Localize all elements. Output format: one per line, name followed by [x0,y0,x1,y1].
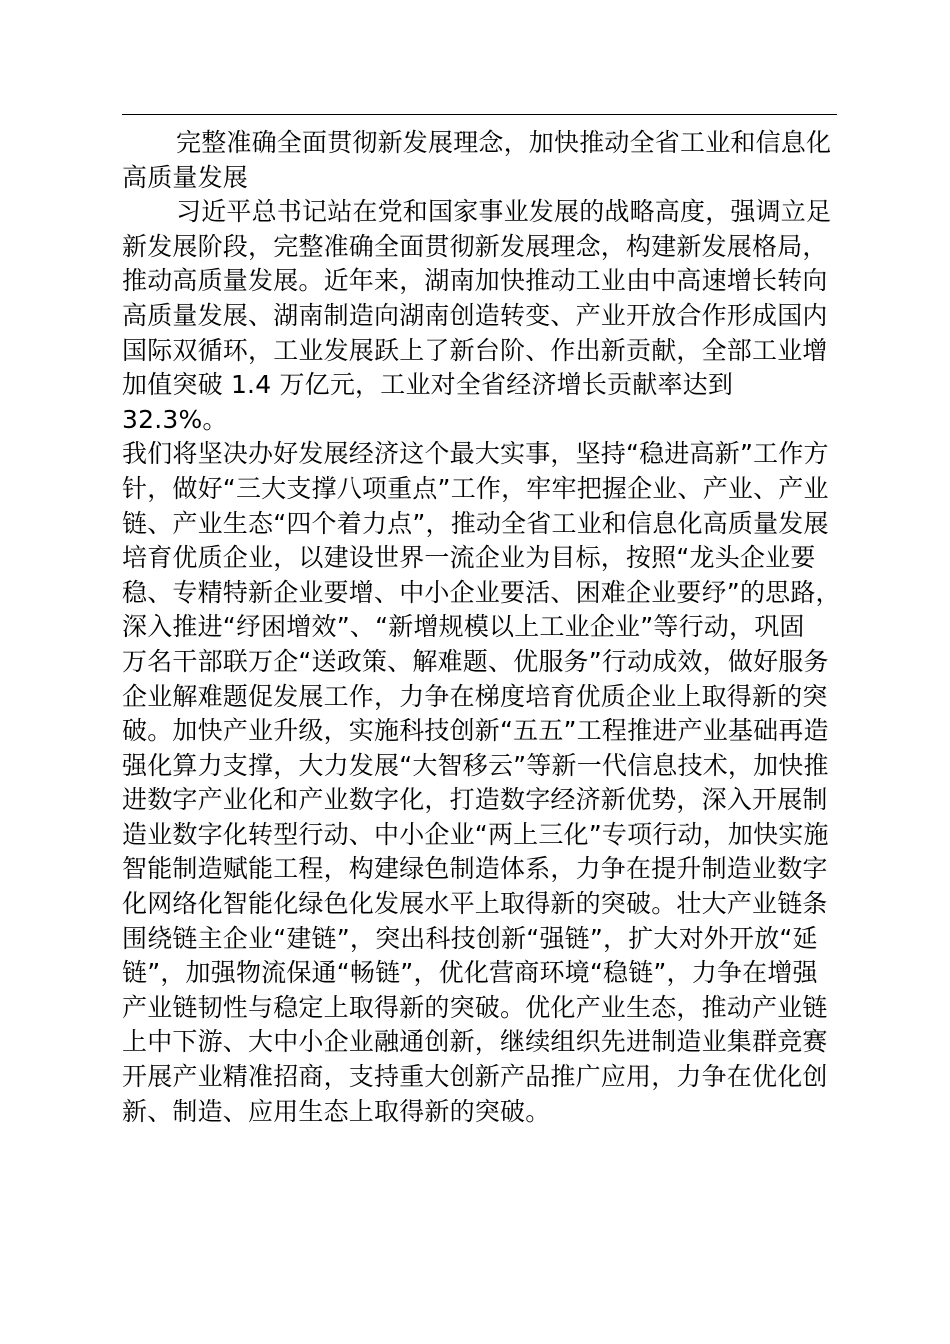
body-line: 化网络化智能化绿色化发展水平上取得新的突破。壮大产业链条 [122,889,828,919]
header-rule [122,114,837,115]
body-line: 加值突破 1.4 万亿元，工业对全省经济增长贡献率达到 32.3%。 [122,370,734,434]
body-line: 链”，加强物流保通“畅链”，优化营商环境“稳链”，力争在增强 [122,958,818,988]
body-line: 习近平总书记站在党和国家事业发展的战略高度，强调立足 [176,197,832,227]
body-line: 推动高质量发展。近年来，湖南加快推动工业由中高速增长转向 [122,266,828,296]
body-line: 围绕链主企业“建链”，突出科技创新“强链”，扩大对外开放“延 [122,923,818,953]
body-line: 强化算力支撑，大力发展“大智移云”等新一代信息技术，加快推 [122,750,829,780]
body-line: 我们将坚决办好发展经济这个最大实事，坚持“稳进高新”工作方 [122,439,829,469]
body-line: 稳、专精特新企业要增、中小企业要活、困难企业要纾”的思路， [122,577,841,607]
section-heading: 完整准确全面贯彻新发展理念，加快推动全省工业和信息化高质量发展 [122,128,832,192]
body-line: 国际双循环，工业发展跃上了新台阶、作出新贡献，全部工业增 [122,335,828,365]
body-line: 深入推进“纾困增效”、“新增规模以上工业企业”等行动，巩固 [122,612,805,642]
body-line: 高质量发展、湖南制造向湖南创造转变、产业开放合作形成国内 [122,300,828,330]
body-line: 新发展阶段，完整准确全面贯彻新发展理念，构建新发展格局， [122,231,828,261]
body-line: 上中下游、大中小企业融通创新，继续组织先进制造业集群竞赛 [122,1027,828,1057]
body-line: 造业数字化转型行动、中小企业“两上三化”专项行动，加快实施 [122,819,829,849]
document-body [122,126,842,1129]
body-line: 链、产业生态“四个着力点”，推动全省工业和信息化高质量发展 [122,508,829,538]
body-line: 破。加快产业升级，实施科技创新“五五”工程推进产业基础再造 [122,716,829,746]
body-line: 针，做好“三大支撑八项重点”工作，牢牢把握企业、产业、产业 [122,473,829,503]
body-line: 新、制造、应用生态上取得新的突破。 [122,1096,551,1126]
body-line: 企业解难题促发展工作，力争在梯度培育优质企业上取得新的突 [122,681,828,711]
body-line: 智能制造赋能工程，构建绿色制造体系，力争在提升制造业数字 [122,854,828,884]
body-line: 培育优质企业，以建设世界一流企业为目标，按照“龙头企业要 [122,543,816,573]
body-line: 万名干部联万企“送政策、解难题、优服务”行动成效，做好服务 [122,646,829,676]
body-line: 产业链韧性与稳定上取得新的突破。优化产业生态，推动产业链 [122,992,828,1022]
body-line: 开展产业精准招商，支持重大创新产品推广应用，力争在优化创 [122,1062,828,1092]
body-line: 进数字产业化和产业数字化，打造数字经济新优势，深入开展制 [122,785,828,815]
